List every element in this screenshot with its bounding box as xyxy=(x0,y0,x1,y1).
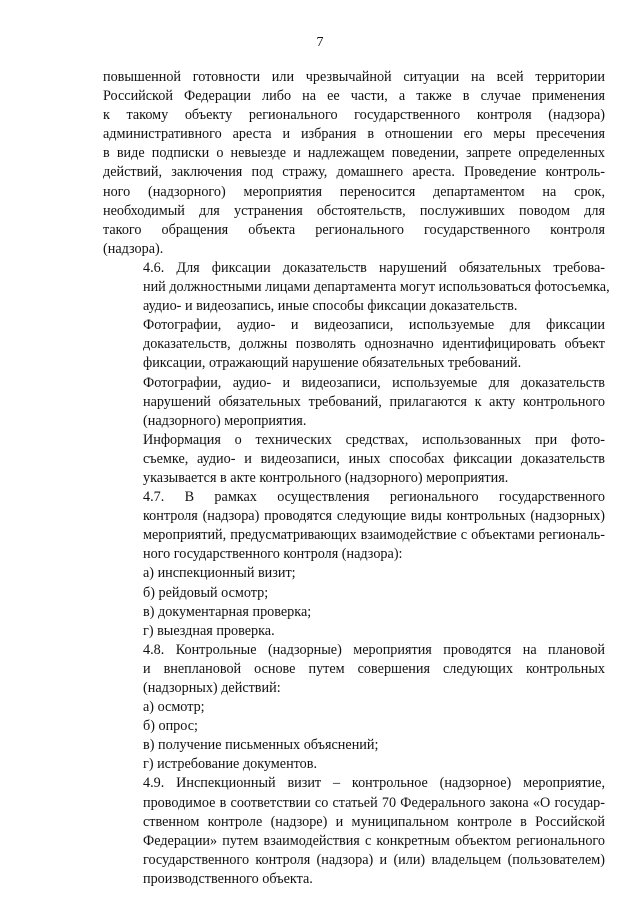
paragraph xyxy=(103,68,605,259)
page-number: 7 xyxy=(316,35,324,50)
text-line: съемке, аудио- и видеозаписи, иных способах фиксации доказательств xyxy=(143,450,605,467)
document-body xyxy=(103,68,610,889)
text-line: указывается в акте контрольного (надзорного) мероприятия. xyxy=(143,469,509,486)
text-line: мероприятий, предусматривающих взаимодействие с объектами региональ- xyxy=(143,527,605,544)
text-line: ного (надзорного) мероприятия переносится департаментом на срок, xyxy=(103,183,605,200)
text-line: и внеплановой основе путем совершения следующих контрольных xyxy=(143,660,605,677)
text-line: 4.8. Контрольные (надзорные) мероприятия проводятся на плановой xyxy=(143,641,605,658)
text-line: (надзора). xyxy=(103,240,164,257)
paragraph xyxy=(103,641,605,698)
text-line: Фотографии, аудио- и видеозаписи, используемые для доказательств xyxy=(143,374,605,391)
text-line: производственного объекта. xyxy=(143,870,313,887)
paragraph xyxy=(103,431,605,488)
text-line: Российской Федерации либо на ее части, а также в случае применения xyxy=(103,88,605,105)
list xyxy=(103,698,605,774)
paragraph xyxy=(103,259,610,316)
text-line: ний должностными лицами департамента могут использоваться фотосъемка, xyxy=(143,279,610,296)
text-line: повышенной готовности или чрезвычайной ситуации на всей территории xyxy=(103,69,605,85)
text-line: государственного контроля (надзора) и (или) владельцем (пользователем) xyxy=(143,851,605,868)
text-line: ного государственного контроля (надзора): xyxy=(143,546,403,563)
text-line: (надзорных) действий: xyxy=(143,680,281,696)
list-item: г) истребование документов. xyxy=(143,756,318,773)
list-item: в) получение письменных объяснений; xyxy=(143,737,379,754)
paragraph xyxy=(103,774,605,889)
list-item: а) осмотр; xyxy=(143,699,205,716)
list-item: б) опрос; xyxy=(143,718,198,735)
text-line: административного ареста и избрания в отношении его меры пресечения xyxy=(103,126,605,143)
paragraph xyxy=(103,488,605,564)
text-line: аудио- и видеозапись, иные способы фиксации доказательств. xyxy=(143,298,518,315)
text-line: ственном контроле (надзоре) и муниципальном контроле в Российской xyxy=(143,813,605,830)
list-item: б) рейдовый осмотр; xyxy=(143,584,269,601)
text-line: в виде подписки о невыезде и надлежащем поведении, запрете определенных xyxy=(103,145,605,162)
text-line: действий, заключения под стражу, домашнего ареста. Проведение контроль- xyxy=(103,164,605,181)
text-line: (надзорного) мероприятия. xyxy=(143,412,307,429)
text-line: нарушений обязательных требований, прилагаются к акту контрольного xyxy=(143,393,605,410)
text-line: фиксации, отражающий нарушение обязательных требований. xyxy=(143,355,522,372)
text-line: 4.6. Для фиксации доказательств нарушений обязательных требова- xyxy=(143,259,605,276)
paragraph xyxy=(103,374,605,431)
text-line: проводимое в соответствии со статьей 70 Федерального закона «О государ- xyxy=(143,794,605,811)
list-item: а) инспекционный визит; xyxy=(143,565,296,582)
text-line: 4.9. Инспекционный визит – контрольное (надзорное) мероприятие, xyxy=(143,775,605,792)
list xyxy=(103,564,605,640)
list-item: в) документарная проверка; xyxy=(143,603,312,620)
list-item: г) выездная проверка. xyxy=(143,622,275,639)
text-line: Федерации» путем взаимодействия с конкретным объектом регионального xyxy=(143,832,605,849)
text-line: доказательств, должны позволять однозначно идентифицировать объект xyxy=(143,336,605,353)
text-line: контроля (надзора) проводятся следующие виды контрольных (надзорных) xyxy=(143,508,605,525)
text-line: необходимый для устранения обстоятельств, послуживших поводом для xyxy=(103,202,605,219)
paragraph xyxy=(103,316,605,373)
text-line: такого обращения объекта регионального государственного контроля xyxy=(103,221,605,238)
text-line: к такому объекту регионального государственного контроля (надзора) xyxy=(103,107,605,124)
text-line: Фотографии, аудио- и видеозаписи, используемые для фиксации xyxy=(143,317,605,334)
text-line: 4.7. В рамках осуществления регионального государственного xyxy=(143,489,605,506)
text-line: Информация о технических средствах, использованных при фото- xyxy=(143,431,605,448)
